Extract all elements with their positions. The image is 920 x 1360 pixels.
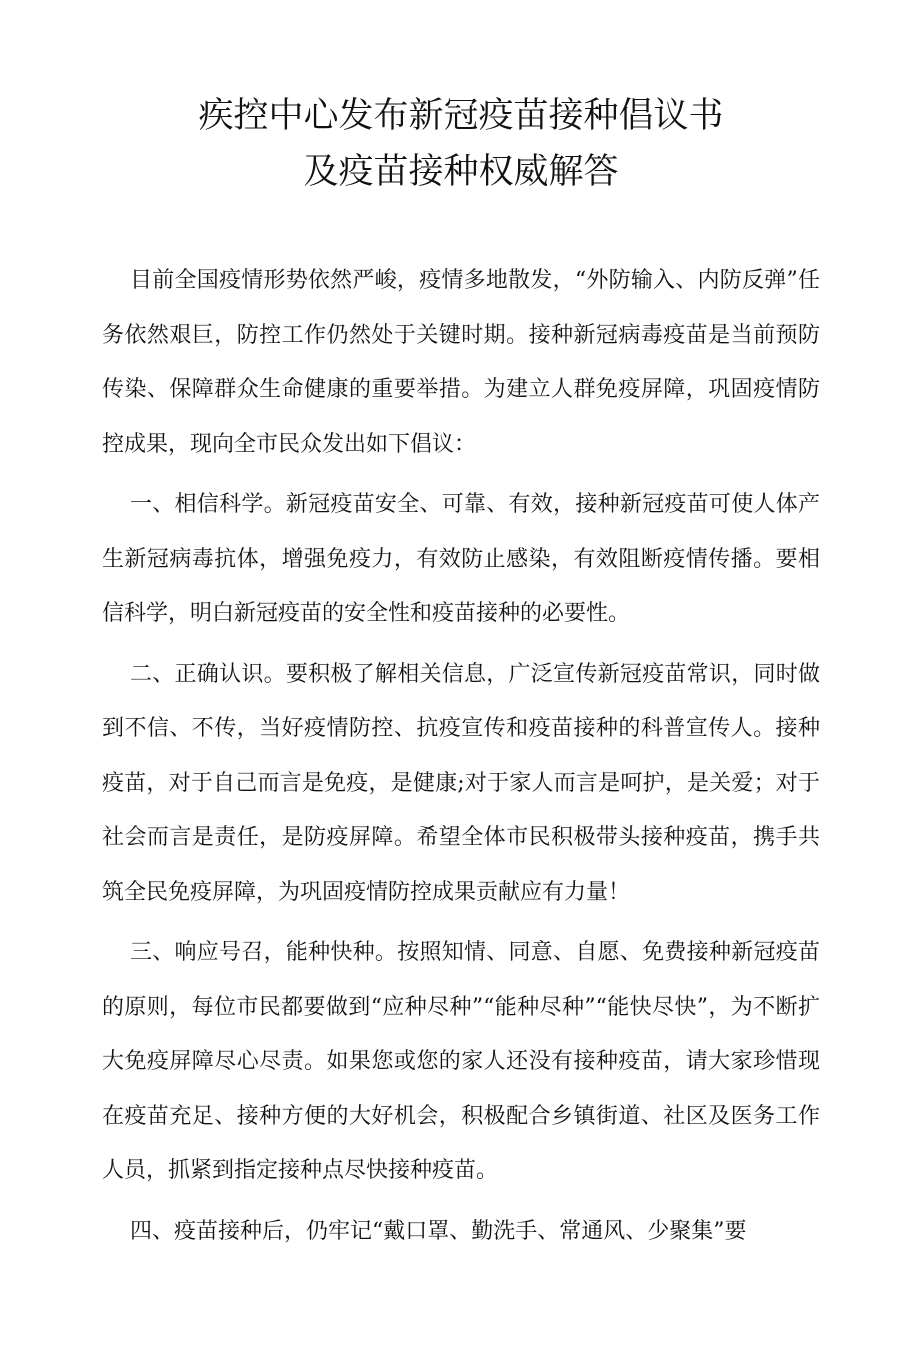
paragraph-point-2: 二、正确认识。要积极了解相关信息，广泛宣传新冠疫苗常识，同时做到不信、不传，当好疫情防控、抗疫宣传和疫苗接种的科普宣传人。接种疫苗，对于自己而言是免疫，是健康;对于家人而言是呵护，是关爱；对于社会而言是责任，是防疫屏障。希望全体市民积极带头接种疫苗，携手共筑全民免疫屏障，为巩固疫情防控成果贡献应有力量！ <box>102 661 820 905</box>
title-line-2: 及疫苗接种权威解答 <box>303 152 619 192</box>
paragraph-point-3: 三、响应号召，能种快种。按照知情、同意、自愿、免费接种新冠疫苗的原则，每位市民都要做到“应种尽种”“能种尽种”“能快尽快”，为不断扩大免疫屏障尽心尽责。如果您或您的家人还没有接种疫苗，请大家珍惜现在疫苗充足、接种方便的大好机会，积极配合乡镇街道、社区及医务工作人员，抓紧到指定接种点尽快接种疫苗。 <box>102 940 820 1183</box>
title-line-1: 疾控中心发布新冠疫苗接种倡议书 <box>198 96 724 136</box>
document-body <box>102 254 820 1259</box>
paragraph-intro: 目前全国疫情形势依然严峻，疫情多地散发，“外防输入、内防反弹”任务依然艰巨，防控工作仍然处于关键时期。接种新冠病毒疫苗是当前预防传染、保障群众生命健康的重要举措。为建立人群免疫屏障，巩固疫情防控成果，现向全市民众发出如下倡议： <box>102 268 820 457</box>
document-title <box>102 88 820 200</box>
paragraph-point-4: 四、疫苗接种后，仍牢记“戴口罩、勤洗手、常通风、少聚集”要 <box>130 1218 747 1244</box>
paragraph-point-1: 一、相信科学。新冠疫苗安全、可靠、有效，接种新冠疫苗可使人体产生新冠病毒抗体，增强免疫力，有效防止感染，有效阻断疫情传播。要相信科学，明白新冠疫苗的安全性和疫苗接种的必要性。 <box>102 492 820 626</box>
